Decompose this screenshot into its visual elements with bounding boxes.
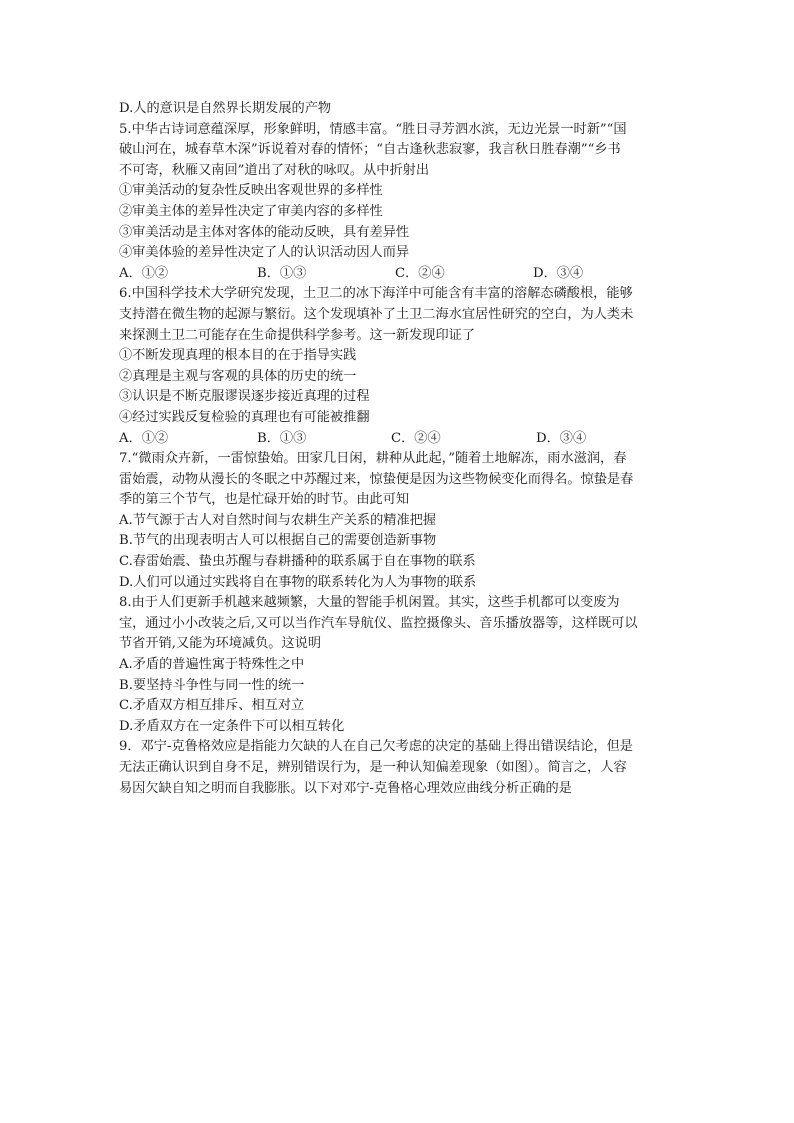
q6-statement: ①不断发现真理的根本目的在于指导实践	[119, 348, 357, 364]
q5-options	[119, 264, 679, 285]
q6-option-a: A．①②	[119, 430, 169, 446]
q8-option-c: C.矛盾双方相互排斥、相互对立	[119, 698, 305, 714]
q5-option-d: D．③④	[533, 265, 584, 281]
q9-stem-line: 无法正确认识到自身不足，辨别错误行为，是一种认知偏差现象（如图）。简言之，人容	[119, 760, 627, 775]
q6-options	[119, 429, 679, 450]
question-6	[119, 284, 679, 449]
q8-stem-line: 节省开销,又能为环境减负。这说明	[119, 636, 322, 652]
q9-stem-line: 易因欠缺自知之明而自我膨胀。以下对邓宁-克鲁格心理效应曲线分析正确的是	[119, 780, 572, 796]
q6-statement: ④经过实践反复检验的真理也有可能被推翻	[119, 409, 370, 425]
q5-statement: ②审美主体的差异性决定了审美内容的多样性	[119, 203, 383, 219]
q6-option-d: D．③④	[536, 430, 587, 446]
q6-option-b: B．①③	[257, 430, 307, 446]
question-7	[119, 449, 679, 593]
q6-stem-line: 支持潜在微生物的起源与繁衍。这个发现填补了土卫二海水宜居性研究的空白，为人类未	[119, 306, 634, 322]
q5-stem-line: 不可寄，秋雁又南回”道出了对秋的咏叹。从中折射出	[119, 162, 430, 178]
exam-content	[119, 99, 679, 799]
q7-option-a: A.节气源于古人对自然时间与农耕生产关系的精准把握	[119, 512, 437, 528]
q8-stem-line: 8.由于人们更新手机越来越频繁，大量的智能手机闲置。其实，这些手机都可以变废为	[119, 595, 620, 611]
q7-stem-line: 7.“微雨众卉新，一雷惊蛰始。田家几日闲，耕种从此起，”随着土地解冻，雨水滋润，春	[119, 451, 627, 467]
q5-statement: ①审美活动的复杂性反映出客观世界的多样性	[119, 183, 383, 199]
q8-option-b: B.要坚持斗争性与同一性的统一	[119, 677, 305, 693]
q7-stem-line: 季的第三个节气，也是忙碌开始的时节。由此可知	[119, 492, 410, 508]
q6-statement: ②真理是主观与客观的具体的历史的统一	[119, 368, 357, 384]
q5-option-b: B．①③	[257, 265, 307, 281]
question-9	[119, 737, 679, 799]
q7-option-b: B.节气的出现表明古人可以根据自己的需要创造新事物	[119, 533, 437, 549]
q6-statement: ③认识是不断克服谬误逐步接近真理的过程	[119, 389, 370, 405]
q8-option-a: A.矛盾的普遍性寓于特殊性之中	[119, 657, 305, 673]
question-5	[119, 120, 679, 285]
q9-stem-line: 9．邓宁-克鲁格效应是指能力欠缺的人在自己欠考虑的决定的基础上得出错误结论，但是	[119, 739, 633, 755]
q5-statement: ④审美体验的差异性决定了人的认识活动因人而异	[119, 245, 410, 261]
q5-option-c: C．②④	[395, 265, 445, 281]
q6-stem-line: 来探测土卫二可能存在生命提供科学参考。这一新发现印证了	[119, 327, 476, 343]
q8-option-d: D.矛盾双方在一定条件下可以相互转化	[119, 718, 345, 734]
question-8	[119, 593, 679, 737]
q7-option-c: C.春雷始震、蛰虫苏醒与春耕播种的联系属于自在事物的联系	[119, 554, 476, 570]
q5-stem-line: 5.中华古诗词意蕴深厚，形象鲜明，情感丰富。“胜日寻芳泗水滨，无边光景一时新”“国	[119, 121, 627, 137]
q4-option-d: D.人的意识是自然界长期发展的产物	[119, 101, 332, 116]
q6-option-c: C．②④	[391, 430, 441, 446]
q7-stem-line: 雷始震，动物从漫长的冬眠之中苏醒过来，惊蛰便是因为这些物候变化而得名。惊蛰是春	[119, 471, 634, 487]
q5-statement: ③审美活动是主体对客体的能动反映，具有差异性	[119, 224, 410, 240]
q8-stem-line: 宝，通过小小改装之后,又可以当作汽车导航仪、监控摄像头、音乐播放器等，这样既可以	[119, 615, 638, 631]
q6-stem-line: 6.中国科学技术大学研究发现，土卫二的冰下海洋中可能含有丰富的溶解态磷酸根，能够	[119, 286, 633, 302]
q7-option-d: D.人们可以通过实践将自在事物的联系转化为人为事物的联系	[119, 574, 477, 590]
q5-stem-line: 破山河在，城春草木深”诉说着对春的情怀；“自古逢秋悲寂寥，我言秋日胜春潮”“乡书	[119, 142, 621, 158]
q5-option-a: A．①②	[119, 265, 169, 281]
